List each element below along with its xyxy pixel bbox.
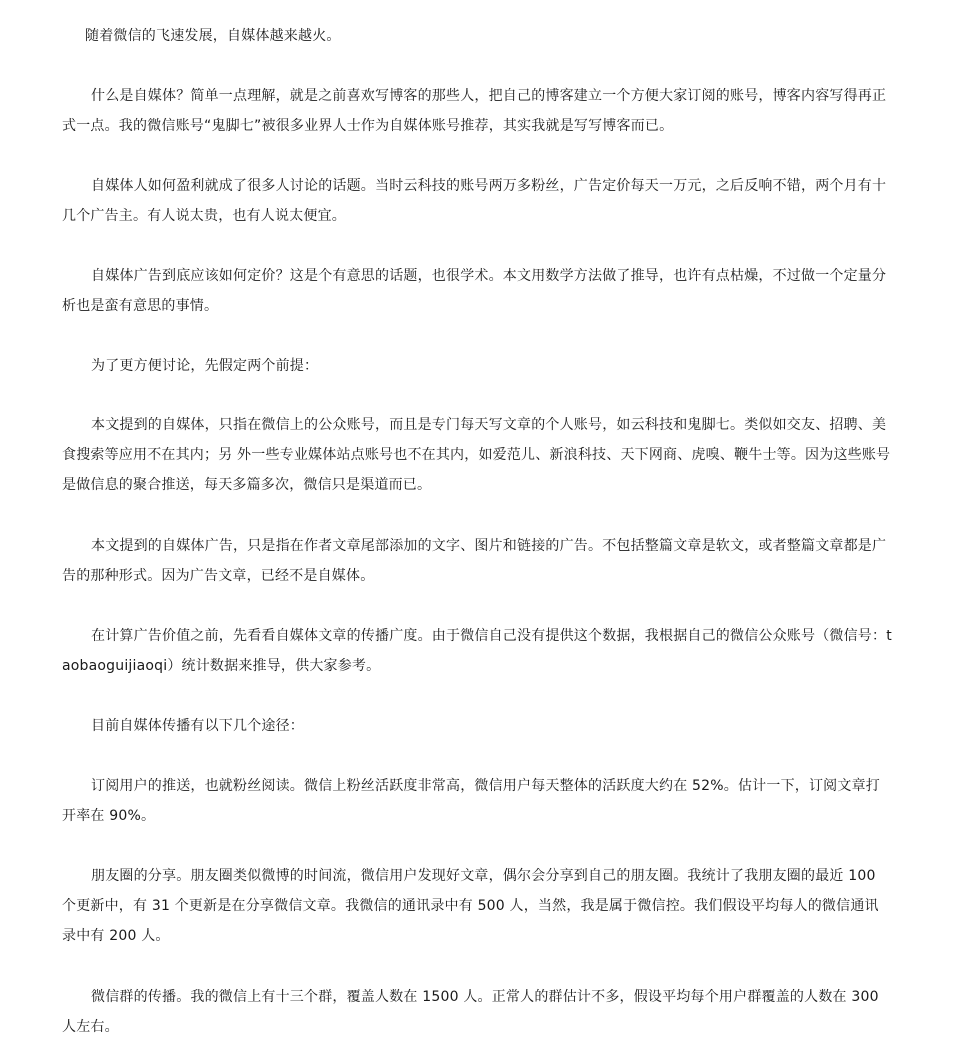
paragraph-spread-breadth: 在计算广告价值之前，先看看自媒体文章的传播广度。由于微信自己没有提供这个数据，我根据自己的微信公众账号（微信号：taobaoguijiaoqi）统计数据来推导，供大家参考。	[62, 628, 892, 674]
paragraph-premise-two: 本文提到的自媒体广告，只是指在作者文章尾部添加的文字、图片和链接的广告。不包括整篇文章是软文，或者整篇文章都是广告的那种形式。因为广告文章，已经不是自媒体。	[62, 538, 887, 584]
paragraph-premises-intro: 为了更方便讨论，先假定两个前提：	[91, 358, 319, 374]
paragraph-intro: 随着微信的飞速发展，自媒体越来越火。	[85, 28, 341, 44]
paragraph-premise-one: 本文提到的自媒体，只指在微信上的公众账号，而且是专门每天写文章的个人账号，如云科技和鬼脚七。类似如交友、招聘、美食搜索等应用不在其内；另 外一些专业媒体站点账号也不在其内，如爱范儿、新浪科技、天下网商、虎嗅、鞭牛士等。因为这些账号是做信息的聚合推送，每天多篇多次，微信只是渠道而已。	[62, 417, 891, 493]
paragraph-pricing-question: 自媒体广告到底应该如何定价？这是个有意思的话题，也很学术。本文用数学方法做了推导，也许有点枯燥，不过做一个定量分析也是蛮有意思的事情。	[62, 268, 887, 314]
paragraph-what-is-self-media: 什么是自媒体？简单一点理解，就是之前喜欢写博客的那些人，把自己的博客建立一个方便大家订阅的账号，博客内容写得再正式一点。我的微信账号“鬼脚七”被很多业界人士作为自媒体账号推荐，其实我就是写写博客而已。	[62, 88, 887, 134]
paragraph-group-spread: 微信群的传播。我的微信上有十三个群，覆盖人数在 1500 人。正常人的群估计不多，假设平均每个用户群覆盖的人数在 300 人左右。	[62, 989, 879, 1035]
paragraph-monetization: 自媒体人如何盈利就成了很多人讨论的话题。当时云科技的账号两万多粉丝，广告定价每天一万元，之后反响不错，两个月有十几个广告主。有人说太贵，也有人说太便宜。	[62, 178, 887, 224]
paragraph-moments-share: 朋友圈的分享。朋友圈类似微博的时间流，微信用户发现好文章，偶尔会分享到自己的朋友圈。我统计了我朋友圈的最近 100 个更新中，有 31 个更新是在分享微信文章。我微信的通讯录中有 500 人，当然，我是属于微信控。我们假设平均每人的微信通讯录中有 200 人。	[62, 868, 879, 944]
paragraph-channels-intro: 目前自媒体传播有以下几个途径：	[91, 718, 304, 734]
paragraph-subscriber-push: 订阅用户的推送，也就粉丝阅读。微信上粉丝活跃度非常高，微信用户每天整体的活跃度大约在 52%。估计一下，订阅文章打开率在 90%。	[62, 778, 880, 824]
